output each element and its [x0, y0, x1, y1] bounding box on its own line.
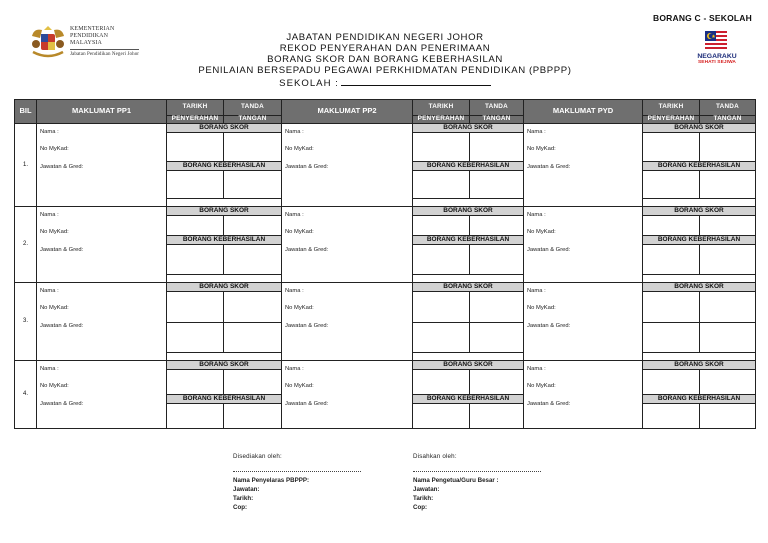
stamp-label: Cop: [233, 504, 248, 511]
table-row [15, 282, 756, 291]
tarikh-cell[interactable] [643, 132, 700, 161]
header-tarikh-pyd [643, 100, 700, 116]
tarikh-cell[interactable] [167, 291, 224, 322]
person-info-pp2[interactable] [282, 360, 413, 428]
ministry-name [70, 26, 139, 58]
jawatan-label: Jawatan & Gred: [527, 322, 571, 329]
tanda-tangan-cell[interactable] [700, 369, 756, 394]
jawatan-label: Jawatan & Gred: [40, 400, 84, 407]
badge-subtitle: SEHATI SEJIWA [698, 60, 736, 65]
signature-line[interactable] [413, 470, 541, 472]
header-bil: BIL [15, 100, 37, 124]
tanda-tangan-cell[interactable] [700, 403, 756, 428]
header-tarikh: TARIKH [182, 103, 208, 111]
header-tarikh-pp2 [413, 100, 470, 116]
person-info-pp2[interactable] [282, 282, 413, 360]
nama-label: Nama : [527, 365, 546, 372]
borang-skor-band: BORANG SKOR [167, 123, 282, 132]
ministry-line: KEMENTERIAN [70, 26, 115, 32]
position-label: Jawatan: [233, 486, 260, 493]
document-title [180, 32, 590, 89]
header-tarikh: TARIKH [428, 103, 454, 111]
person-info-pyd[interactable] [524, 360, 643, 428]
header-tanda-pp2 [470, 100, 524, 116]
nama-label: Nama : [40, 211, 59, 218]
borang-keberhasilan-band: BORANG KEBERHASILAN [643, 394, 756, 403]
jawatan-label: Jawatan & Gred: [527, 246, 571, 253]
row-number: 3. [15, 282, 37, 360]
borang-keberhasilan-band: BORANG KEBERHASILAN [167, 161, 282, 170]
header-tangan: TANGAN [224, 116, 282, 124]
tanda-tangan-cell[interactable] [700, 170, 756, 198]
jawatan-label: Jawatan & Gred: [40, 246, 84, 253]
tanda-tangan-cell[interactable] [470, 132, 524, 161]
badge-title: NEGARAKU [697, 53, 737, 60]
person-info-pyd[interactable] [524, 123, 643, 206]
jawatan-label: Jawatan & Gred: [285, 246, 329, 253]
tarikh-cell[interactable] [167, 215, 224, 235]
header-penyerahan: PENYERAHAN [643, 116, 700, 124]
tarikh-cell[interactable] [413, 244, 470, 274]
tanda-tangan-cell[interactable] [470, 369, 524, 394]
verified-by-label: Disahkan oleh: [413, 453, 457, 460]
tarikh-cell[interactable] [413, 369, 470, 394]
borang-skor-band: BORANG SKOR [167, 206, 282, 215]
table-row [15, 123, 756, 132]
borang-skor-band: BORANG SKOR [167, 360, 282, 369]
table-row [15, 360, 756, 369]
header-tarikh: TARIKH [658, 103, 684, 111]
ministry-subtitle: Jabatan Pendidikan Negeri Johor [70, 49, 139, 58]
tanda-tangan-cell[interactable] [470, 322, 524, 352]
jawatan-label: Jawatan & Gred: [40, 163, 84, 170]
mykad-label: No MyKad: [40, 229, 69, 235]
table-row [15, 206, 756, 215]
spacer-cell [413, 198, 524, 206]
person-info-pp2[interactable] [282, 123, 413, 206]
borang-keberhasilan-band: BORANG KEBERHASILAN [167, 235, 282, 244]
header-tarikh-pp1 [167, 100, 224, 116]
spacer-cell [413, 352, 524, 360]
tanda-tangan-cell[interactable] [224, 132, 282, 161]
title-line: JABATAN PENDIDIKAN NEGERI JOHOR [286, 32, 484, 43]
borang-skor-band: BORANG SKOR [413, 123, 524, 132]
tarikh-cell[interactable] [643, 403, 700, 428]
borang-keberhasilan-band: BORANG KEBERHASILAN [167, 394, 282, 403]
tarikh-cell[interactable] [167, 170, 224, 198]
tarikh-cell[interactable] [413, 322, 470, 352]
spacer-cell [167, 274, 282, 282]
tarikh-cell[interactable] [643, 170, 700, 198]
header-tangan: TANGAN [470, 116, 524, 124]
tarikh-cell[interactable] [413, 170, 470, 198]
tanda-tangan-cell[interactable] [700, 291, 756, 322]
malaysia-flag-icon [705, 31, 727, 51]
mykad-label: No MyKad: [285, 146, 314, 152]
borang-keberhasilan-band: BORANG KEBERHASILAN [413, 394, 524, 403]
form-code: BORANG C - SEKOLAH [653, 13, 752, 23]
header-tanda: TANDA [241, 103, 264, 111]
header-tanda-pp1 [224, 100, 282, 116]
signature-block-verified [413, 452, 583, 512]
nama-label: Nama : [285, 287, 304, 294]
principal-name-label: Nama Pengetua/Guru Besar : [413, 477, 499, 484]
borang-skor-band: BORANG SKOR [167, 282, 282, 291]
school-blank-line[interactable] [341, 78, 491, 86]
borang-skor-band: BORANG SKOR [643, 123, 756, 132]
jawatan-label: Jawatan & Gred: [527, 400, 571, 407]
header-tanda: TANDA [485, 103, 508, 111]
tarikh-cell[interactable] [167, 369, 224, 394]
nama-label: Nama : [40, 365, 59, 372]
person-info-pp1[interactable] [37, 360, 167, 428]
tanda-tangan-cell[interactable] [470, 244, 524, 274]
tanda-tangan-cell[interactable] [224, 403, 282, 428]
jawatan-label: Jawatan & Gred: [40, 322, 84, 329]
school-label: SEKOLAH : [279, 78, 339, 89]
title-line: PENILAIAN BERSEPADU PEGAWAI PERKHIDMATAN PENDIDIKAN (PBPPP) [198, 65, 572, 76]
negaraku-badge [696, 54, 738, 66]
prepared-by-label: Disediakan oleh: [233, 453, 282, 460]
borang-keberhasilan-band: BORANG KEBERHASILAN [413, 235, 524, 244]
tarikh-cell[interactable] [413, 215, 470, 235]
tanda-tangan-cell[interactable] [700, 244, 756, 274]
header-penyerahan: PENYERAHAN [167, 116, 224, 124]
coordinator-name-label: Nama Penyelaras PBPPP: [233, 477, 310, 484]
mykad-label: No MyKad: [527, 305, 556, 311]
spacer-cell [643, 352, 756, 360]
header-tangan: TANGAN [700, 116, 756, 124]
tarikh-cell[interactable] [167, 244, 224, 274]
person-info-pyd[interactable] [524, 206, 643, 282]
jawatan-label: Jawatan & Gred: [285, 322, 329, 329]
tarikh-cell[interactable] [167, 403, 224, 428]
mykad-label: No MyKad: [285, 305, 314, 311]
tarikh-cell[interactable] [413, 403, 470, 428]
mykad-label: No MyKad: [527, 146, 556, 152]
tarikh-cell[interactable] [643, 291, 700, 322]
mykad-label: No MyKad: [40, 383, 69, 389]
tanda-tangan-cell[interactable] [470, 291, 524, 322]
borang-skor-band: BORANG SKOR [413, 360, 524, 369]
title-line: BORANG SKOR DAN BORANG KEBERHASILAN [267, 54, 503, 65]
spacer-cell [167, 352, 282, 360]
tanda-tangan-cell[interactable] [224, 369, 282, 394]
nama-label: Nama : [285, 211, 304, 218]
person-info-pp1[interactable] [37, 123, 167, 206]
title-line: REKOD PENYERAHAN DAN PENERIMAAN [279, 43, 491, 54]
tanda-tangan-cell[interactable] [700, 215, 756, 235]
header-tanda: TANDA [716, 103, 739, 111]
tanda-tangan-cell[interactable] [470, 215, 524, 235]
row-number: 4. [15, 360, 37, 428]
nama-label: Nama : [285, 128, 304, 135]
mykad-label: No MyKad: [40, 146, 69, 152]
borang-skor-band: BORANG SKOR [413, 282, 524, 291]
person-info-pp1[interactable] [37, 206, 167, 282]
table-header [15, 100, 756, 124]
coat-of-arms-icon [28, 26, 68, 62]
nama-label: Nama : [527, 287, 546, 294]
school-field [180, 78, 590, 89]
tanda-tangan-cell[interactable] [224, 170, 282, 198]
tanda-tangan-cell[interactable] [470, 170, 524, 198]
jawatan-label: Jawatan & Gred: [285, 400, 329, 407]
person-info-pp2[interactable] [282, 206, 413, 282]
row-number: 2. [15, 206, 37, 282]
ministry-logo [28, 24, 178, 68]
borang-keberhasilan-band: BORANG KEBERHASILAN [643, 161, 756, 170]
tanda-tangan-cell[interactable] [700, 322, 756, 352]
borang-keberhasilan-band: BORANG KEBERHASILAN [413, 161, 524, 170]
stamp-label: Cop: [413, 504, 428, 511]
tanda-tangan-cell[interactable] [224, 322, 282, 352]
nama-label: Nama : [40, 287, 59, 294]
borang-skor-band: BORANG SKOR [643, 206, 756, 215]
signature-block-prepared [233, 452, 403, 512]
tarikh-cell[interactable] [167, 132, 224, 161]
nama-label: Nama : [527, 128, 546, 135]
tanda-tangan-cell[interactable] [470, 403, 524, 428]
jawatan-label: Jawatan & Gred: [285, 163, 329, 170]
borang-skor-band: BORANG SKOR [643, 360, 756, 369]
table-body [15, 123, 756, 428]
mykad-label: No MyKad: [527, 229, 556, 235]
date-label: Tarikh: [413, 495, 434, 502]
tanda-tangan-cell[interactable] [224, 215, 282, 235]
date-label: Tarikh: [233, 495, 254, 502]
tarikh-cell[interactable] [413, 291, 470, 322]
tarikh-cell[interactable] [643, 215, 700, 235]
row-number: 1. [15, 123, 37, 206]
jawatan-label: Jawatan & Gred: [527, 163, 571, 170]
spacer-cell [643, 198, 756, 206]
header-pp2: MAKLUMAT PP2 [282, 100, 413, 124]
nama-label: Nama : [285, 365, 304, 372]
spacer-cell [413, 274, 524, 282]
tanda-tangan-cell[interactable] [700, 132, 756, 161]
tarikh-cell[interactable] [167, 322, 224, 352]
person-info-pp1[interactable] [37, 282, 167, 360]
header-pyd: MAKLUMAT PYD [524, 100, 643, 124]
tarikh-cell[interactable] [643, 322, 700, 352]
borang-skor-band: BORANG SKOR [643, 282, 756, 291]
borang-keberhasilan-band: BORANG KEBERHASILAN [643, 235, 756, 244]
ministry-line: MALAYSIA [70, 40, 102, 46]
spacer-cell [167, 198, 282, 206]
tarikh-cell[interactable] [643, 244, 700, 274]
tanda-tangan-cell[interactable] [224, 244, 282, 274]
header-penyerahan: PENYERAHAN [413, 116, 470, 124]
person-info-pyd[interactable] [524, 282, 643, 360]
mykad-label: No MyKad: [285, 229, 314, 235]
mykad-label: No MyKad: [285, 383, 314, 389]
record-table [14, 99, 756, 429]
spacer-cell [643, 274, 756, 282]
tarikh-cell[interactable] [413, 132, 470, 161]
borang-skor-band: BORANG SKOR [413, 206, 524, 215]
signature-line[interactable] [233, 470, 361, 472]
mykad-label: No MyKad: [527, 383, 556, 389]
position-label: Jawatan: [413, 486, 440, 493]
mykad-label: No MyKad: [40, 305, 69, 311]
tanda-tangan-cell[interactable] [224, 291, 282, 322]
nama-label: Nama : [40, 128, 59, 135]
nama-label: Nama : [527, 211, 546, 218]
ministry-line: PENDIDIKAN [70, 33, 108, 39]
header-pp1: MAKLUMAT PP1 [37, 100, 167, 124]
tarikh-cell[interactable] [643, 369, 700, 394]
header-tanda-pyd [700, 100, 756, 116]
